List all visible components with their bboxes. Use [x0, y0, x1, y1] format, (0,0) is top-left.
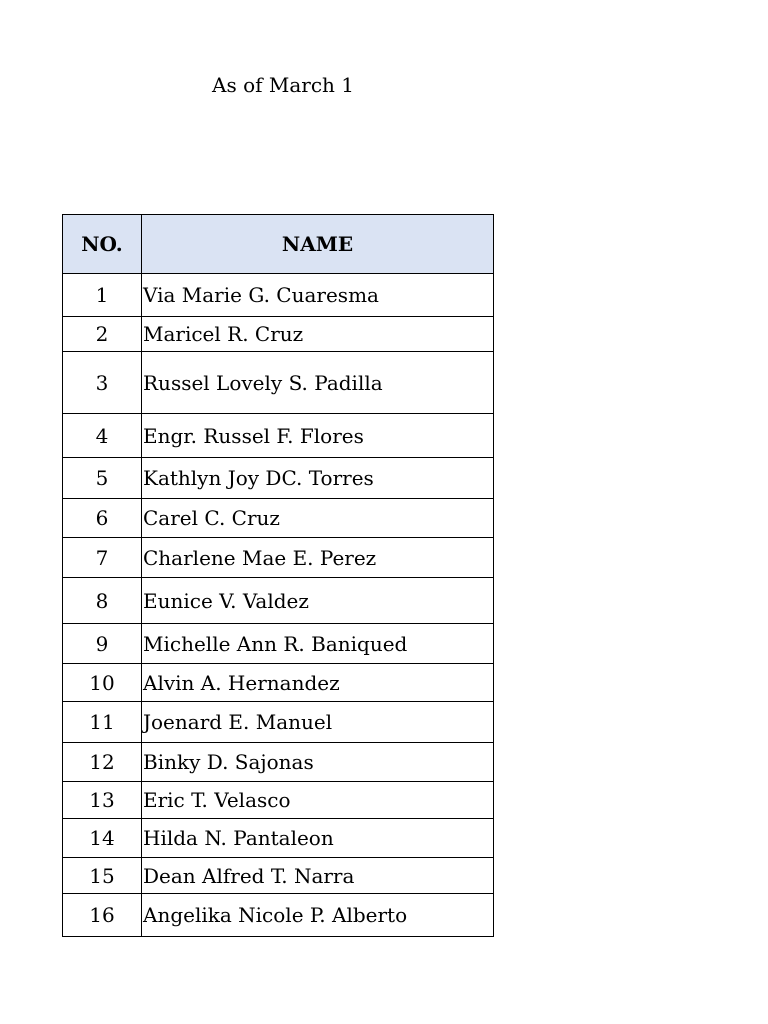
row-number: 5 — [63, 458, 142, 499]
row-name: Eric T. Velasco — [142, 782, 494, 819]
row-name: Kathlyn Joy DC. Torres — [142, 458, 494, 499]
names-table — [62, 214, 494, 937]
table-row — [63, 858, 494, 894]
table-row — [63, 743, 494, 782]
table-row — [63, 352, 494, 414]
table-row — [63, 458, 494, 499]
row-number: 12 — [63, 743, 142, 782]
table-row — [63, 317, 494, 352]
column-header-no: NO. — [63, 215, 142, 274]
row-name: Via Marie G. Cuaresma — [142, 274, 494, 317]
table-row — [63, 894, 494, 937]
table-row — [63, 702, 494, 743]
row-name: Binky D. Sajonas — [142, 743, 494, 782]
row-number: 16 — [63, 894, 142, 937]
row-name: Angelika Nicole P. Alberto — [142, 894, 494, 937]
table-row — [63, 499, 494, 538]
row-number: 3 — [63, 352, 142, 414]
row-name: Alvin A. Hernandez — [142, 664, 494, 702]
row-number: 8 — [63, 578, 142, 624]
as-of-date: As of March 1 — [212, 73, 354, 97]
row-name: Carel C. Cruz — [142, 499, 494, 538]
row-number: 4 — [63, 414, 142, 458]
table-row — [63, 274, 494, 317]
row-name: Charlene Mae E. Perez — [142, 538, 494, 578]
row-number: 6 — [63, 499, 142, 538]
row-name: Russel Lovely S. Padilla — [142, 352, 494, 414]
row-name: Maricel R. Cruz — [142, 317, 494, 352]
table-row — [63, 538, 494, 578]
row-number: 11 — [63, 702, 142, 743]
row-number: 9 — [63, 624, 142, 664]
row-name: Eunice V. Valdez — [142, 578, 494, 624]
row-number: 14 — [63, 819, 142, 858]
table-row — [63, 414, 494, 458]
table-row — [63, 624, 494, 664]
column-header-name: NAME — [142, 215, 494, 274]
table-row — [63, 782, 494, 819]
table-row — [63, 664, 494, 702]
row-name: Dean Alfred T. Narra — [142, 858, 494, 894]
row-name: Joenard E. Manuel — [142, 702, 494, 743]
row-name: Michelle Ann R. Baniqued — [142, 624, 494, 664]
row-number: 13 — [63, 782, 142, 819]
row-name: Hilda N. Pantaleon — [142, 819, 494, 858]
row-name: Engr. Russel F. Flores — [142, 414, 494, 458]
table-row — [63, 819, 494, 858]
row-number: 2 — [63, 317, 142, 352]
table-row — [63, 578, 494, 624]
row-number: 10 — [63, 664, 142, 702]
header-row — [63, 215, 494, 274]
row-number: 7 — [63, 538, 142, 578]
row-number: 1 — [63, 274, 142, 317]
row-number: 15 — [63, 858, 142, 894]
